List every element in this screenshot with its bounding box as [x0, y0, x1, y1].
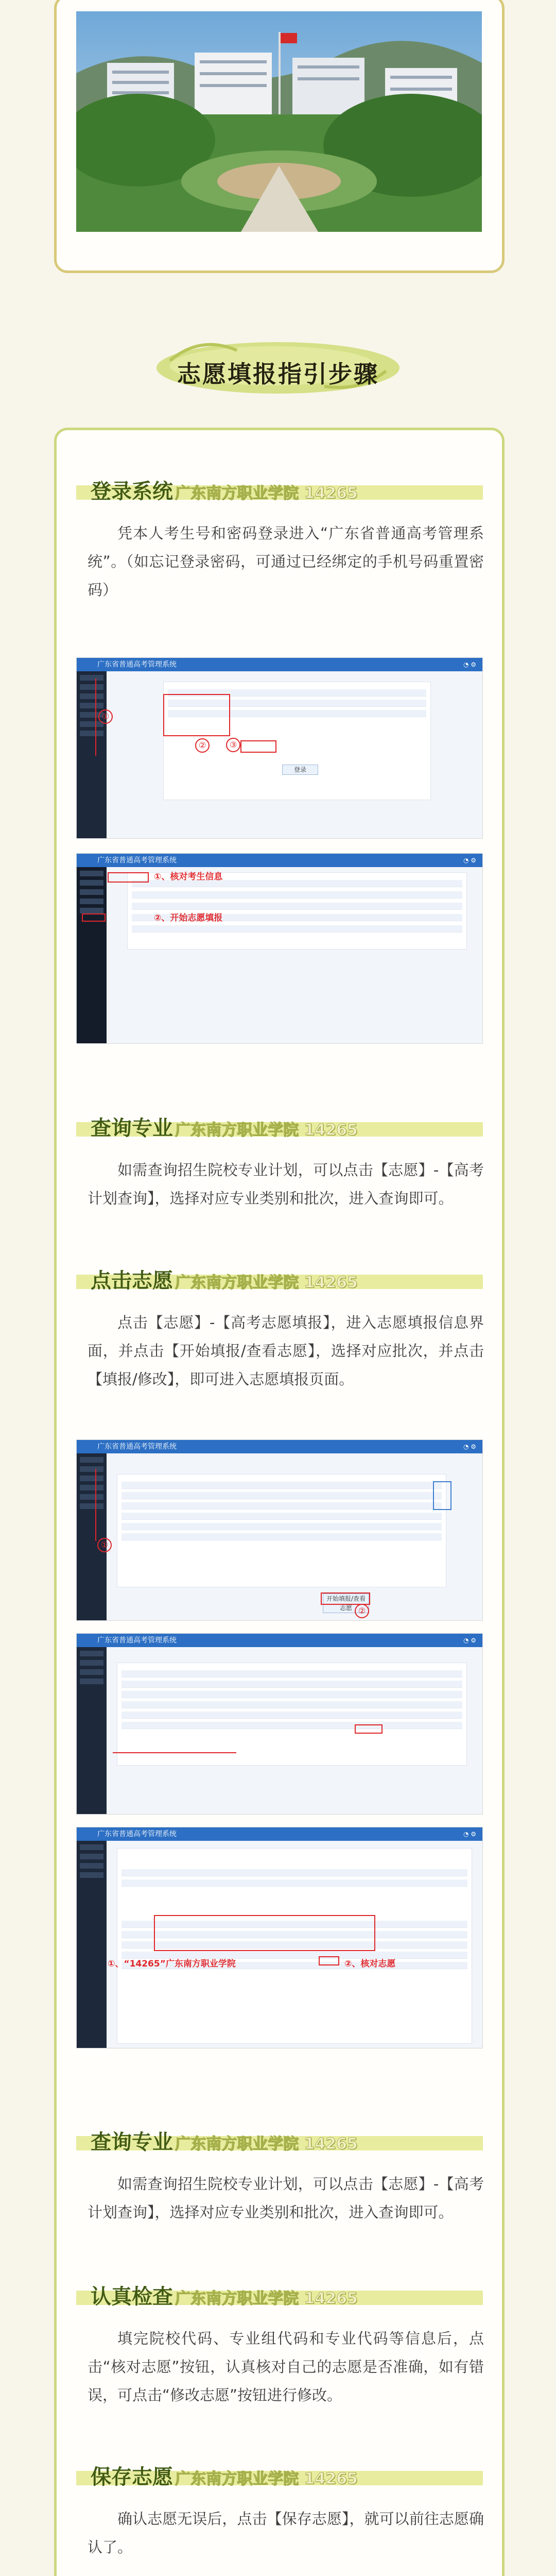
screenshot-fill-college: 广东省普通高考管理系统 ◔ ⚙ ①、“14265”广东南方职业学院 ②、核对志愿 [76, 1827, 483, 2048]
annotation-college-code: ①、“14265”广东南方职业学院 [108, 1959, 236, 1969]
screenshot-login: 广东省普通高考管理系统 ◔ ⚙ 登录 ① ② ③ [76, 657, 483, 839]
app-title: 广东省普通高考管理系统 [97, 660, 177, 669]
campus-photo [76, 11, 482, 232]
guide-title: 志愿填报指引步骤 [177, 360, 379, 388]
section-save-heading: 保存志愿 广东南方职业学院 14265 [76, 2461, 483, 2483]
screenshot-batch-select: 广东省普通高考管理系统 ◔ ⚙ [76, 1633, 483, 1815]
section-query2-heading: 查询专业 广东南方职业学院 14265 [76, 2126, 483, 2148]
annotation-check-wish: ②、核对志愿 [344, 1959, 396, 1969]
screenshot-start-fill: 广东省普通高考管理系统 ◔ ⚙ ①、核对考生信息 ②、开始志愿填报 [76, 853, 483, 1044]
section-query-heading: 查询专业 广东南方职业学院 14265 [76, 1112, 483, 1134]
annotation-start-fill: ②、开始志愿填报 [154, 913, 223, 923]
step-title: 登录系统 [91, 480, 173, 503]
section-check-heading: 认真检查 广东南方职业学院 14265 [76, 2280, 483, 2303]
step-description: 凭本人考生号和密码登录进入“广东省普通高考管理系统”。（如忘记登录密码，可通过已经绑定的手机号码重置密码） [88, 524, 484, 599]
annotation-check-info: ①、核对考生信息 [154, 872, 223, 882]
screenshot-wish-entry: 广东省普通高考管理系统 ◔ ⚙ 开始填报/查看志愿 ① ② [76, 1439, 483, 1621]
school-label: 广东南方职业学院 14265 [175, 484, 358, 502]
section-click-wish-heading: 点击志愿 广东南方职业学院 14265 [76, 1264, 483, 1287]
section-login-heading [76, 475, 483, 503]
